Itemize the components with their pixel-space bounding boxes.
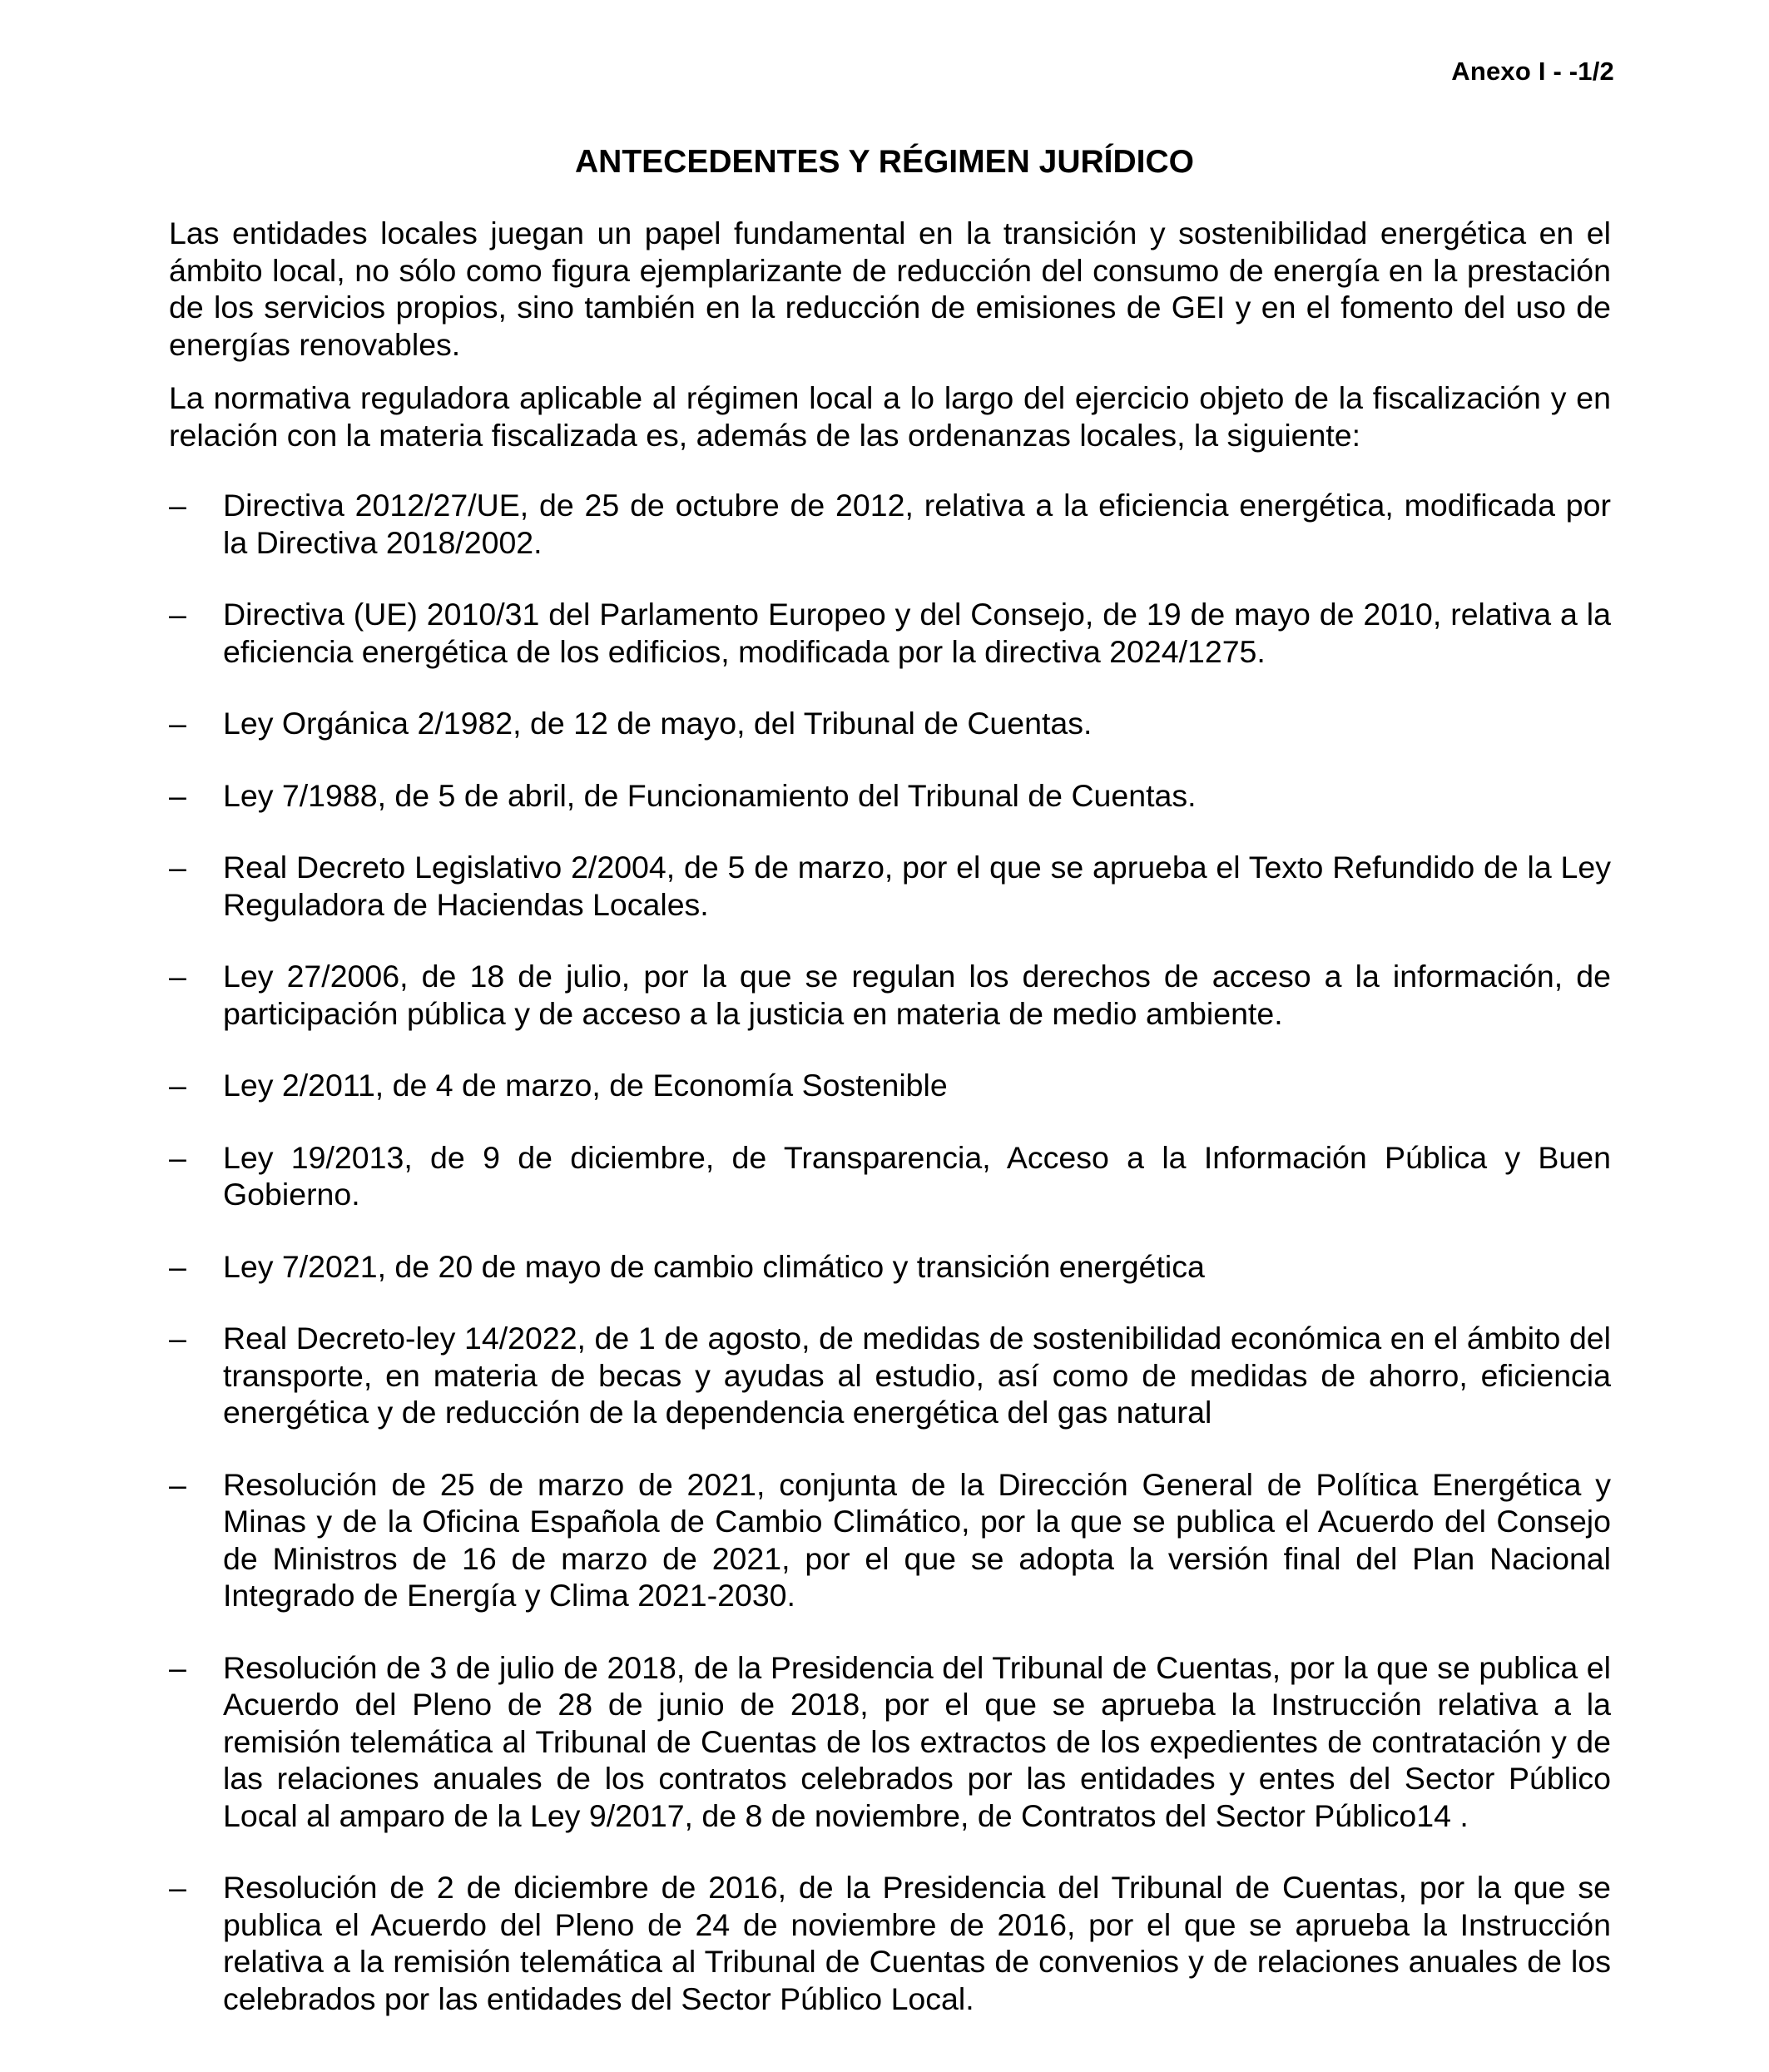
regulation-intro-paragraph: La normativa reguladora aplicable al régimen local a lo largo del ejercicio objeto de la fiscalización y en relación con la materia fiscalizada es, además de las ordenanzas locales, la siguiente: (169, 380, 1611, 453)
regulation-list (169, 487, 1611, 2017)
regulation-text: Directiva (UE) 2010/31 del Parlamento Europeo y del Consejo, de 19 de mayo de 2010, relativa a la eficiencia energética de los edificios, modificada por la directiva 2024/1275. (223, 597, 1611, 669)
dash-bullet: – (169, 1649, 186, 1685)
regulation-text: Ley 7/1988, de 5 de abril, de Funcionamiento del Tribunal de Cuentas. (223, 777, 1197, 813)
dash-bullet: – (169, 1321, 186, 1356)
regulation-text: Ley Orgánica 2/1982, de 12 de mayo, del Tribunal de Cuentas. (223, 706, 1093, 741)
dash-bullet: – (169, 597, 186, 632)
regulation-text: Real Decreto Legislativo 2/2004, de 5 de marzo, por el que se aprueba el Texto Refundido de la Ley Reguladora de Haciendas Locales. (223, 850, 1611, 922)
dash-bullet: – (169, 777, 186, 813)
regulation-text: Resolución de 3 de julio de 2018, de la Presidencia del Tribunal de Cuentas, por la que se publica el Acuerdo del Pleno de 28 de junio de 2018, por el que se aprueba la Instrucción relativa a la remisión telemática al Tribunal de Cuentas de los extractos de los expedientes de contratación y de las relaciones anuales de los contratos celebrados por las entidades y entes del Sector Público Local al amparo de la Ley 9/2017, de 8 de noviembre, de Contratos del Sector Público14 . (223, 1649, 1611, 1833)
regulation-text: Directiva 2012/27/UE, de 25 de octubre de 2012, relativa a la eficiencia energética, modificada por la Directiva 2018/2002. (223, 488, 1611, 560)
annex-page-label: Anexo I - -1/2 (1451, 57, 1614, 86)
dash-bullet: – (169, 1068, 186, 1103)
dash-bullet: – (169, 1870, 186, 1905)
regulation-item (169, 1869, 1611, 2017)
regulation-item (169, 596, 1611, 670)
document-body (169, 215, 1611, 2052)
regulation-text: Real Decreto-ley 14/2022, de 1 de agosto, de medidas de sostenibilidad económica en el ámbito del transporte, en materia de becas y ayudas al estudio, así como de medidas de ahorro, eficiencia energética y de reducción de la dependencia energética del gas natural (223, 1321, 1611, 1430)
regulation-text: Ley 19/2013, de 9 de diciembre, de Transparencia, Acceso a la Información Pública y Buen Gobierno. (223, 1139, 1611, 1212)
intro-paragraph: Las entidades locales juegan un papel fundamental en la transición y sostenibilidad energética en el ámbito local, no sólo como figura ejemplarizante de reducción del consumo de energía en la prestación de los servicios propios, sino también en la reducción de emisiones de GEI y en el fomento del uso de energías renovables. (169, 216, 1611, 362)
regulation-text: Resolución de 2 de diciembre de 2016, de la Presidencia del Tribunal de Cuentas, por la que se publica el Acuerdo del Pleno de 24 de noviembre de 2016, por el que se aprueba la Instrucción relativa a la remisión telemática al Tribunal de Cuentas de convenios y de relaciones anuales de los celebrados por las entidades del Sector Público Local. (223, 1870, 1611, 2016)
regulation-item (169, 1067, 1611, 1104)
regulation-text: Resolución de 25 de marzo de 2021, conjunta de la Dirección General de Política Energética y Minas y de la Oficina Española de Cambio Climático, por la que se publica el Acuerdo del Consejo de Ministros de 16 de marzo de 2021, por el que se adopta la versión final del Plan Nacional Integrado de Energía y Clima 2021-2030. (223, 1466, 1611, 1613)
dash-bullet: – (169, 1466, 186, 1502)
regulation-item (169, 705, 1611, 742)
dash-bullet: – (169, 850, 186, 885)
regulation-item (169, 849, 1611, 923)
dash-bullet: – (169, 1248, 186, 1284)
document-title: ANTECEDENTES Y RÉGIMEN JURÍDICO (574, 144, 1194, 180)
regulation-item (169, 1139, 1611, 1213)
regulation-item (169, 487, 1611, 561)
regulation-item (169, 1248, 1611, 1286)
dash-bullet: – (169, 1139, 186, 1175)
dash-bullet: – (169, 488, 186, 523)
regulation-item (169, 1649, 1611, 1835)
regulation-item (169, 777, 1611, 815)
regulation-text: Ley 27/2006, de 18 de julio, por la que se regulan los derechos de acceso a la información, de participación pública y de acceso a la justicia en materia de medio ambiente. (223, 959, 1611, 1031)
regulation-item (169, 958, 1611, 1032)
regulation-item (169, 1466, 1611, 1614)
dash-bullet: – (169, 706, 186, 741)
regulation-text: Ley 7/2021, de 20 de mayo de cambio climático y transición energética (223, 1248, 1205, 1284)
regulation-item (169, 1320, 1611, 1431)
regulation-text: Ley 2/2011, de 4 de marzo, de Economía Sostenible (223, 1068, 948, 1103)
dash-bullet: – (169, 959, 186, 994)
